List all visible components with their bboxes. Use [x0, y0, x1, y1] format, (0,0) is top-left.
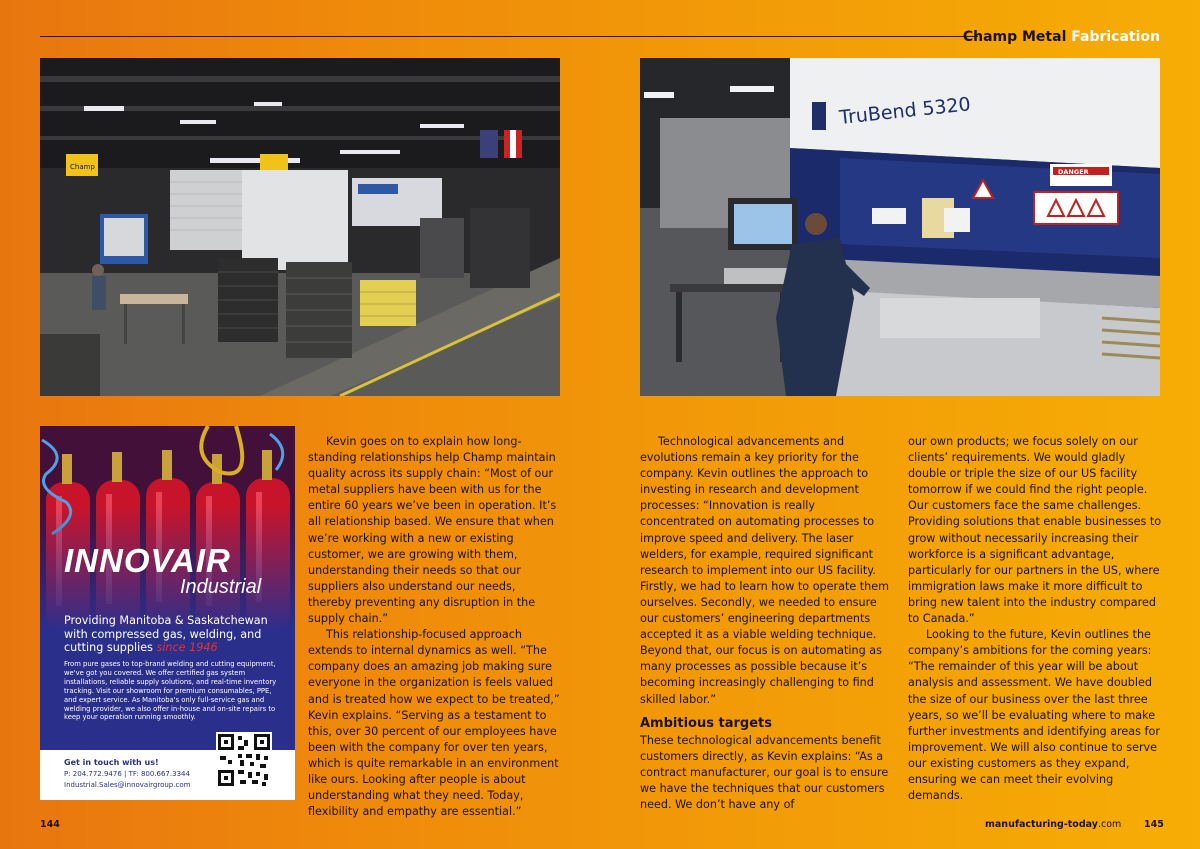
ad-heading: [64, 614, 284, 655]
innovair-advertisement[interactable]: [40, 426, 295, 800]
subheading-ambitious-targets: Ambitious targets: [640, 715, 772, 731]
factory-floor-photo: [40, 58, 560, 396]
site-url[interactable]: [985, 819, 1121, 830]
article-paragraph: Looking to the future, Kevin outlines the company’s ambitions for the coming years: “The remainder of this year will be about analysis and assessment. We have doubled the size of our business over the last three years, so we’ll be evaluating where to make further investments and identifying areas for improvement. We will also continue to serve our existing customers as they expand, ensuring we can meet their evolving demands.: [908, 628, 1160, 803]
page-number-right: 145: [1144, 819, 1164, 830]
article-paragraph: Technological advancements and evolutions remain a key priority for the company. Kevin outlines the approach to investing in research and development processes: “Innovation is really concentrated on automating processes to improve speed and delivery. The laser welders, for example, required significant research to implement into our US facility. Firstly, we had to learn how to operate them ourselves. Secondly, we needed to ensure our customers’ engineering departments accepted it as a viable welding technique. Beyond that, our focus is on automating as many processes as possible because it’s becoming increasingly challenging to find skilled labor.”: [640, 435, 890, 706]
ad-phone[interactable]: P: 204.772.9476 | TF: 800.667.3344: [64, 770, 190, 778]
ad-since: since 1946: [156, 641, 218, 655]
article-column-3: [908, 434, 1162, 804]
article-paragraph: These technological advancements benefit customers directly, as Kevin explains: “As a contract manufacturer, our goal is to ensure we have the techniques that our customers need. We don’t have any of: [640, 733, 889, 811]
article-column-2: [640, 434, 892, 813]
ad-heading-text: Providing Manitoba & Saskatchewan with compressed gas, welding, and cutting supplies: [64, 614, 268, 655]
header-rule: [40, 36, 978, 37]
gas-cylinders-image: [40, 426, 295, 631]
danger-sign-label: DANGER: [1058, 168, 1089, 176]
innovair-logo-sub: Industrial: [180, 576, 262, 598]
site-url-suffix: .com: [1097, 819, 1122, 830]
page-number-left: 144: [40, 819, 60, 830]
ad-contact-title: Get in touch with us!: [64, 758, 159, 767]
section-title-dark: Champ Metal: [962, 29, 1067, 45]
article-column-1: [308, 434, 562, 820]
champ-sign-left: Champ: [70, 163, 95, 171]
press-brake-photo: [640, 58, 1160, 396]
article-paragraph: our own products; we focus solely on our clients’ requirements. We would gladly double or triple the size of our US facility tomorrow if we could find the right people. Our customers face the same challenges. Providing solutions that enable businesses to grow without necessarily increasing their workforce is a significant advantage, particularly for our partners in the US, where immigration laws make it more difficult to bring new talent into the industry compared to Canada.”: [908, 435, 1162, 626]
innovair-logo: INNOVAIR: [64, 542, 231, 579]
section-title: [963, 29, 1160, 45]
qr-code-icon[interactable]: [216, 732, 272, 788]
site-url-bold: manufacturing-today: [985, 819, 1098, 830]
trubend-label: TruBend 5320: [838, 93, 972, 129]
section-title-light: Fabrication: [1071, 29, 1160, 45]
article-paragraph: Kevin goes on to explain how long-standing relationships help Champ maintain quality across its supply chain: “Most of our metal suppliers have been with us for the entire 60 years we’ve been in operation. It’s all relationship based. We ensure that when we’re working with a new or existing customer, we are growing with them, understanding their needs so that our suppliers also understand our needs, thereby preventing any disruption in the supply chain.”: [308, 435, 557, 626]
ad-email[interactable]: Industrial.Sales@innovairgroup.com: [64, 781, 191, 789]
ad-body: From pure gases to top-brand welding and cutting equipment, we've got you covered. We offer certified gas system installations, reliable supply solutions, and real-time inventory tracking. Visit our showroom for premium consumables, PPE, and expert service. As Manitoba's only full-service gas and welding provider, we also offer in-house and on-site repairs to keep your operation running smoothly.: [64, 660, 277, 722]
article-paragraph: This relationship-focused approach extends to internal dynamics as well. “The company does an amazing job making sure everyone in the organization is feels valued and is treated how we expect to be treated,” Kevin explains. “Serving as a testament to this, over 30 percent of our employees have been with the company for over ten years, which is quite remarkable in an environment like ours. Looking after people is about understanding what they need. Today, flexibility and empathy are essential.”: [308, 628, 560, 819]
